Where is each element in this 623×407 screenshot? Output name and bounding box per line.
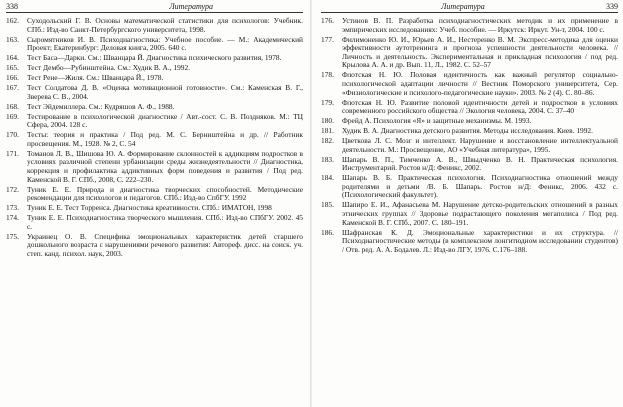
bibliography-entry xyxy=(321,137,618,154)
entry-text: Устинов В. П. Разработка психодиагностических методик и их применение в эмпирических исследованиях: Учеб. пособие. — Иркутск: Иркут. Ун-т, 2004. 100 с. xyxy=(342,16,618,34)
entry-number: 185. xyxy=(321,200,334,210)
bibliography-entry xyxy=(321,71,618,97)
entry-number: 171. xyxy=(6,148,19,158)
entry-number: 178. xyxy=(321,70,334,80)
entry-text: Тест Эйдемиллера. См.: Кудряшов А. Ф., 1988. xyxy=(27,101,175,111)
bibliography-entry xyxy=(321,229,618,255)
entry-text: Тестирование в психологической диагностике / Авт.-сост. С. В. Поздняков. М.: ТЦ Сфера, 2004. 128 с. xyxy=(27,111,303,130)
running-title: Литература xyxy=(441,2,485,11)
bibliography-entry xyxy=(6,233,303,259)
bibliography-entry xyxy=(6,214,303,231)
entry-text: Фрейд А. Психология «Я» и защитные механизмы. М. 1993. xyxy=(342,116,532,126)
entry-text: Флотская Н. Ю. Половая идентичность как важный регулятор социально-психологической адаптации личности // Вестник Поморского университета, Сер. «Физиологические и психолого-педагогические науки». 2003. № 2 (4). С. 80–86. xyxy=(342,70,618,97)
bibliography-list xyxy=(6,17,303,259)
entry-text: Украинец О. В. Специфика эмоциональных характеристик детей старшего дошкольного возраста с нарушениями речевого развития: Автореф. дисс. на соиск. уч. степ. канд. психол. наук, 2003. xyxy=(27,231,303,258)
bibliography-entry xyxy=(321,174,618,200)
entry-text: Тест Баса—Дарки. См.: Шванцара Й. Диагностика психического развития, 1978. xyxy=(27,53,282,63)
entry-text: Туник Е. Е. Психодиагностика творческого мышления. СПб.: Изд-во СПбГУ. 2002. 45 с. xyxy=(27,213,303,231)
running-header xyxy=(321,0,618,13)
entry-number: 164. xyxy=(6,53,19,63)
entry-text: Суходольский Г. В. Основы математической статистики для психологов: Учебник. СПб.: Изд-во Санкт-Петербургского университета, 1998. xyxy=(27,16,303,34)
bibliography-entry xyxy=(321,17,618,34)
entry-number: 179. xyxy=(321,97,334,107)
entry-number: 165. xyxy=(6,63,19,73)
entry-number: 181. xyxy=(321,126,334,136)
entry-number: 168. xyxy=(6,101,19,111)
bibliography-entry xyxy=(321,36,618,70)
bibliography-entry xyxy=(6,84,303,101)
entry-text: Флотская Н. Ю. Развитие половой идентичности детей и подростков в условиях современного российского общества // Экология человека, 2004. С. 37–40 xyxy=(342,97,618,116)
bibliography-list xyxy=(321,17,618,254)
entry-number: 162. xyxy=(6,16,19,25)
entry-text: Тест Рене—Жиля. См.: Шванцара Й., 1978. xyxy=(27,73,164,83)
entry-text: Туник Е. Е. Тест Торренса. Диагностика креативности. СПб.: ИМАТОН, 1998 xyxy=(27,203,272,213)
bibliography-entry xyxy=(6,64,303,73)
bibliography-entry xyxy=(6,74,303,83)
bibliography-entry xyxy=(6,186,303,203)
running-title: Литература xyxy=(169,2,213,11)
entry-number: 173. xyxy=(6,203,19,213)
bibliography-entry xyxy=(6,131,303,148)
entry-text: Тесты: теория и практика / Под ред. М. С. Берништейна и др. // Работник просвещения. М., 1928. № 2, С. 54 xyxy=(27,130,303,148)
entry-text: Шапарь В. Б. Практическая психология. Психодиагностика отношений между родителями и детьми /В. Б. Шапарь. Ростов н/Д: Феникс, 2006. 432 с. (Психологический факультет). xyxy=(342,173,618,200)
entry-number: 170. xyxy=(6,130,19,140)
page-number: 339 xyxy=(606,2,618,11)
entry-number: 163. xyxy=(6,34,19,44)
entry-text: Туник Е. Е. Природа и диагностика творческих способностей. Методические рекомендации для психологов и педагогов. СПб.: Изд-во СпбГУ. 1992 xyxy=(27,184,303,203)
entry-text: Худик В. А. Диагностика детского развития. Методы исследования. Киев. 1992. xyxy=(342,126,593,136)
entry-text: Сыромятников И. В. Психодиагностика: Учебное пособие. — М.: Академический Проект; Екатеринбург: Деловая книга, 2005. 640 с. xyxy=(27,34,303,53)
entry-number: 184. xyxy=(321,173,334,183)
entry-number: 174. xyxy=(6,213,19,223)
entry-number: 167. xyxy=(6,83,19,93)
bibliography-entry xyxy=(6,113,303,130)
bibliography-entry xyxy=(321,99,618,116)
entry-number: 166. xyxy=(6,73,19,83)
bibliography-entry xyxy=(321,156,618,173)
entry-number: 180. xyxy=(321,116,334,126)
entry-text: Шапиро Е. И., Афанасьева М. Нарушение детско-родительских отношений в разных этнических группах // Здоровье подрастающего поколения мегаполиса / Под ред. Каменской В. Г. СПб., 2007. С. 180–191. xyxy=(342,200,618,227)
entry-number: 182. xyxy=(321,136,334,146)
entry-number: 177. xyxy=(321,34,334,44)
entry-text: Цветкова Л. С. Мозг и интеллект. Нарушение и восстановление интеллектуальной деятельности. М.: Просвещение, АО «Учебная литература», 1995. xyxy=(342,136,618,154)
running-header xyxy=(6,0,303,13)
entry-text: Шафранская К. Д. Эмоциональные характеристики и их структура. // Психодиагностические методы (в комплексном лонгитюдном исследовании студентов) / Отв. ред. А. А. Бодалев. Л.: Изд-во ЛГУ, 1976. С.176–188. xyxy=(342,227,618,254)
entry-number: 186. xyxy=(321,227,334,237)
bibliography-entry xyxy=(6,36,303,53)
entry-number: 183. xyxy=(321,154,334,164)
bibliography-entry xyxy=(6,103,303,112)
left-page xyxy=(0,0,311,407)
bibliography-entry xyxy=(321,201,618,227)
entry-text: Тест Дембо—Рубинштейна. См.: Худик В. А., 1992. xyxy=(27,63,191,73)
entry-number: 172. xyxy=(6,184,19,194)
bibliography-entry xyxy=(6,17,303,34)
page-number: 338 xyxy=(6,2,18,11)
entry-text: Филимоненко Ю. И., Юрьев А. И., Нестеренко В. М. Экспресс-методика для оценки эффективности аутотренинга и прогноза успешности деятельности человека. // Личность и деятельность. Экспериментальная и прикладная психология / под ред. Крылова А. А. и др. Вып. 11, Л., 1982. С. 52–57 xyxy=(342,34,618,70)
bibliography-entry xyxy=(6,54,303,63)
bibliography-entry xyxy=(321,117,618,126)
entry-number: 169. xyxy=(6,111,19,121)
entry-text: Тест Солдатова Д. В. «Оценка мотивационной готовности». См.: Каменская В. Г., Зверева С. В., 2004. xyxy=(27,83,303,101)
entry-text: Томанов Л. В., Шишова Ю. А. Формирование склонностей к аддикциям подростков в условиях различной степени урбанизации среды жизнедеятельности // Диагностика, коррекция и профилактика аддиктивных форм поведения и развития / Под ред. Каменской В. Г. СПб., 2008, С. 222–230. xyxy=(27,148,303,184)
bibliography-entry xyxy=(6,204,303,213)
bibliography-entry xyxy=(321,127,618,136)
entry-text: Шапарь В. П., Тимченко А. В., Швыдченко В. Н. Практическая психология. Инструментарий. Ростов н/Д: Феникс, 2002. xyxy=(342,154,618,173)
entry-number: 176. xyxy=(321,16,334,25)
right-page xyxy=(311,0,622,407)
bibliography-entry xyxy=(6,150,303,184)
entry-number: 175. xyxy=(6,231,19,241)
